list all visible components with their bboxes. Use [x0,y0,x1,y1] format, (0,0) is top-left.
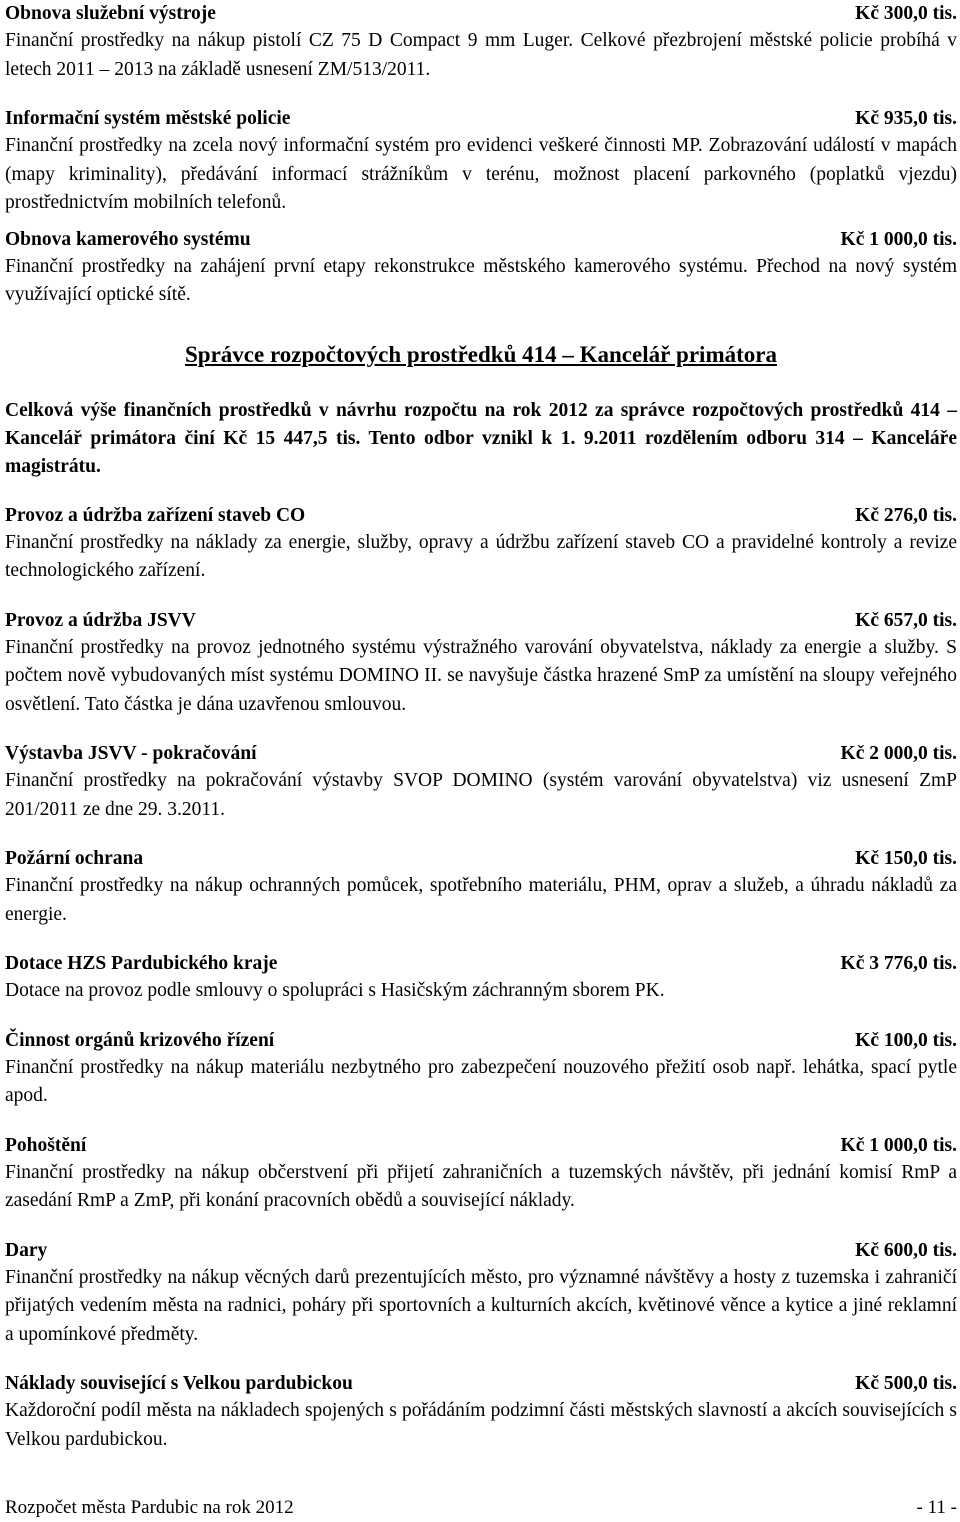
footer-document-title: Rozpočet města Pardubic na rok 2012 [5,1497,294,1518]
section-title: Pohoštění [5,1134,87,1156]
section-heading [5,226,957,253]
section-amount: Kč 600,0 tis. [855,1239,957,1261]
budget-section-dotace-hzs [5,950,957,1006]
section-amount: Kč 150,0 tis. [855,848,957,869]
chapter-title: Správce rozpočtových prostředků 414 – Kancelář primátora [185,341,777,367]
section-amount: Kč 100,0 tis. [855,1029,957,1051]
section-amount: Kč 500,0 tis. [855,1373,957,1394]
section-amount: Kč 2 000,0 tis. [840,743,957,764]
budget-section-obnova-vystroje [5,0,957,84]
section-heading [5,1237,957,1264]
section-heading [5,1132,957,1159]
budget-section-vystavba-jsvv [5,740,957,824]
section-heading [5,845,957,872]
section-amount: Kč 1 000,0 tis. [840,228,957,250]
section-title: Náklady související s Velkou pardubickou [5,1373,353,1394]
section-text: Každoroční podíl města na nákladech spojených s pořádáním podzimní části městských slavností a akcích souvisejících s Velkou pardubickou. [5,1400,957,1450]
budget-section-kamerovy-system [5,226,957,310]
section-text: Finanční prostředky na náklady za energie, služby, opravy a údržbu zařízení staveb CO a pravidelné kontroly a revize technologického zařízení. [5,531,957,581]
section-text: Finanční prostředky na provoz jednotného systému výstražného varování obyvatelstva, náklady za energie a služby. S počtem nově vybudovaných míst systému DOMINO II. se navyšuje částka hrazené SmP za umístění na sloupy veřejného osvětlení. Tato částka je dána uzavřenou smlouvou. [5,636,957,715]
budget-section-provoz-jsvv [5,607,957,720]
section-heading [5,502,957,529]
document-page [5,0,957,1454]
section-amount: Kč 1 000,0 tis. [840,1134,957,1156]
section-heading [5,1027,957,1054]
budget-section-velka-pardubicka [5,1370,957,1454]
footer-page-number: - 11 - [916,1497,957,1518]
section-heading [5,1370,957,1397]
page-footer [5,1496,957,1520]
section-text: Dotace na provoz podle smlouvy o spolupráci s Hasičským záchranným sborem PK. [5,980,665,1001]
section-title: Obnova služební výstroje [5,3,216,24]
section-text: Finanční prostředky na nákup ochranných pomůcek, spotřebního materiálu, PHM, oprav a služeb, a úhradu nákladů za energie. [5,875,957,925]
section-text: Finanční prostředky na pokračování výstavby SVOP DOMINO (systém varování obyvatelstva) viz usnesení ZmP 201/2011 ze dne 29. 3.2011. [5,770,957,820]
budget-section-provoz-co [5,502,957,586]
budget-section-krizove-rizeni [5,1027,957,1111]
section-text: Finanční prostředky na zahájení první etapy rekonstrukce městského kamerového systému. Přechod na nový systém využívající optické sítě. [5,255,957,305]
section-title: Činnost orgánů krizového řízení [5,1029,275,1051]
section-title: Provoz a údržba JSVV [5,609,196,631]
budget-section-pozarni-ochrana [5,845,957,929]
section-amount: Kč 276,0 tis. [855,504,957,526]
section-title: Výstavba JSVV - pokračování [5,743,257,764]
section-heading [5,105,957,132]
budget-section-dary [5,1237,957,1350]
section-text: Finanční prostředky na nákup materiálu nezbytného pro zabezpečení nouzového přežití osob např. lehátka, spací pytle apod. [5,1056,957,1106]
section-text: Finanční prostředky na nákup občerstvení při přijetí zahraničních a tuzemských návštěv, při jednání komisí RmP a zasedání RmP a ZmP, při konání pracovních obědů a související náklady. [5,1161,957,1211]
section-title: Provoz a údržba zařízení staveb CO [5,504,306,526]
section-title: Informační systém městské policie [5,108,291,129]
section-text: Finanční prostředky na zcela nový informační systém pro evidenci veškeré činnosti MP. Zobrazování událostí v mapách (mapy kriminality), předávání informací strážníkům v terénu, možnost placení parkovného (poplatků vjezdu) prostřednictvím mobilních telefonů. [5,135,957,213]
section-amount: Kč 935,0 tis. [855,108,957,129]
section-title: Obnova kamerového systému [5,228,251,250]
section-amount: Kč 3 776,0 tis. [840,953,957,974]
section-amount: Kč 657,0 tis. [855,609,957,631]
section-heading [5,740,957,767]
section-title: Dotace HZS Pardubického kraje [5,953,278,974]
section-heading [5,607,957,634]
section-heading [5,950,957,977]
section-amount: Kč 300,0 tis. [855,3,957,24]
section-text: Finanční prostředky na nákup věcných darů prezentujících město, pro významné návštěvy a hosty z tuzemska i zahraničí přijatých vedením města na radnici, poháry při sportovních a kulturních akcích, květinové věnce a kytice a jiné reklamní a upomínkové předměty. [5,1266,957,1345]
chapter-intro: Celková výše finančních prostředků v návrhu rozpočtu na rok 2012 za správce rozpočtových prostředků 414 – Kancelář primátora činí Kč 15 447,5 tis. Tento odbor vznikl k 1. 9.2011 rozdělením odboru 314 – Kanceláře magistrátu. [5,399,957,477]
budget-section-pohosteni [5,1132,957,1216]
section-text: Finanční prostředky na nákup pistolí CZ 75 D Compact 9 mm Luger. Celkové přezbrojení městské policie probíhá v letech 2011 – 2013 na základě usnesení ZM/513/2011. [5,30,957,80]
section-heading [5,0,957,27]
section-title: Dary [5,1239,48,1261]
section-title: Požární ochrana [5,848,144,869]
budget-section-informacni-system [5,105,957,218]
